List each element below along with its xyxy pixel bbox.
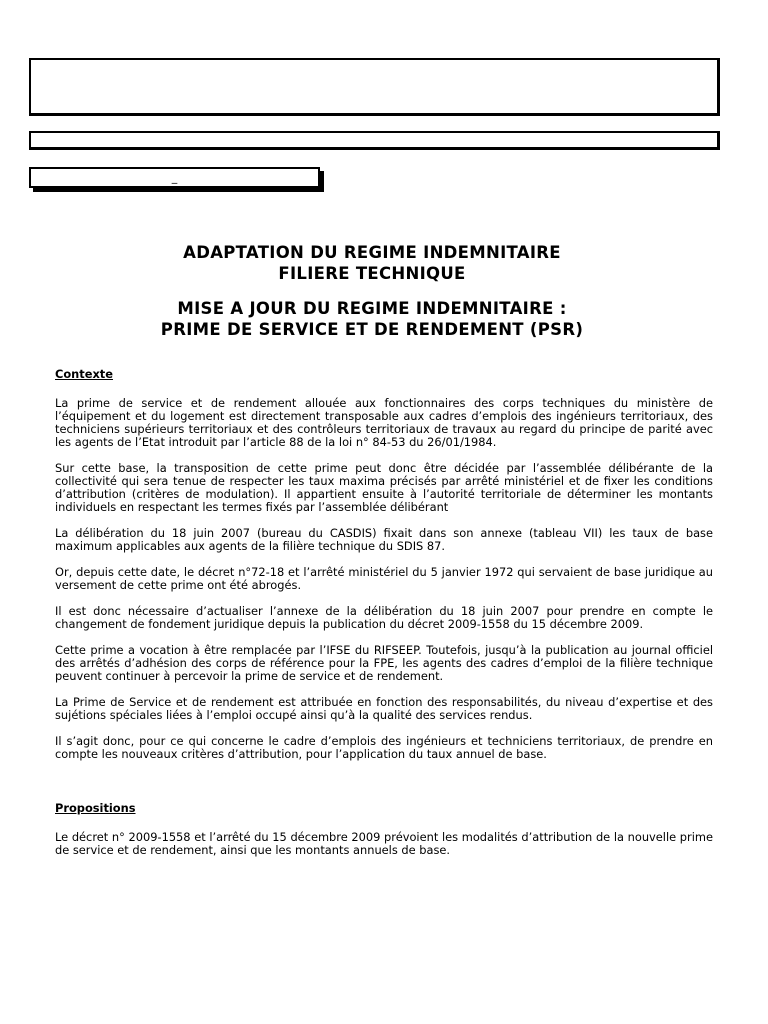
paragraph: La Prime de Service et de rendement est attribuée en fonction des responsabilités, du niveau d’expertise et des sujétions spéciales liées à l’emploi occupé ainsi qu’à la qualité des services rendus. <box>55 695 713 722</box>
section-heading-propositions: Propositions <box>55 801 136 815</box>
paragraph: Sur cette base, la transposition de cette prime peut donc être décidée par l’assemblée délibérante de la collectivité qui sera tenue de respecter les taux maxima précisés par arrêté ministériel et de fixer les conditions d’attribution (critères de modulation). Il appartient ensuite à l’autorité territoriale de déterminer les montants individuels en respectant les termes fixés par l’assemblée délibérant <box>55 461 713 514</box>
paragraph: La délibération du 18 juin 2007 (bureau du CASDIS) fixait dans son annexe (tableau VII) les taux de base maximum applicables aux agents de la filière technique du SDIS 87. <box>55 526 713 553</box>
paragraph: Cette prime a vocation à être remplacée par l’IFSE du RIFSEEP. Toutefois, jusqu’à la publication au journal officiel des arrêtés d’adhésion des corps de référence pour la FPE, les agents des cadres d’emploi de la filière technique peuvent continuer à percevoir la prime de service et de rendement. <box>55 643 713 683</box>
document-titles <box>0 242 744 340</box>
header-box-small-text: _ <box>171 171 178 184</box>
title-line-1: ADAPTATION DU REGIME INDEMNITAIRE <box>183 243 561 262</box>
paragraph: Le décret n° 2009-1558 et l’arrêté du 15 décembre 2009 prévoient les modalités d’attribution de la nouvelle prime de service et de rendement, ainsi que les montants annuels de base. <box>55 830 713 857</box>
section-heading-contexte: Contexte <box>55 367 113 381</box>
paragraph: Or, depuis cette date, le décret n°72-18 et l’arrêté ministériel du 5 janvier 1972 qui servaient de base juridique au versement de cette prime ont été abrogés. <box>55 565 713 592</box>
header-box-thin <box>29 131 720 150</box>
header-box-small <box>29 167 320 188</box>
title-line-3: MISE A JOUR DU REGIME INDEMNITAIRE : <box>177 299 567 318</box>
paragraph: Il s’agit donc, pour ce qui concerne le cadre d’emplois des ingénieurs et techniciens territoriaux, de prendre en compte les nouveaux critères d’attribution, pour l’application du taux annuel de base. <box>55 734 713 761</box>
title-line-4: PRIME DE SERVICE ET DE RENDEMENT (PSR) <box>160 320 584 339</box>
paragraph: Il est donc nécessaire d’actualiser l’annexe de la délibération du 18 juin 2007 pour prendre en compte le changement de fondement juridique depuis la publication du décret 2009-1558 du 15 décembre 2009. <box>55 604 713 631</box>
paragraph: La prime de service et de rendement allouée aux fonctionnaires des corps techniques du ministère de l’équipement et du logement est directement transposable aux cadres d’emplois des ingénieurs territoriaux, des techniciens supérieurs territoriaux et des contrôleurs territoriaux de travaux au regard du principe de parité avec les agents de l’Etat introduit par l’article 88 de la loi n° 84-53 du 26/01/1984. <box>55 396 713 449</box>
title-line-2: FILIERE TECHNIQUE <box>278 264 466 283</box>
document-body <box>55 368 713 870</box>
header-box-large <box>29 58 720 116</box>
